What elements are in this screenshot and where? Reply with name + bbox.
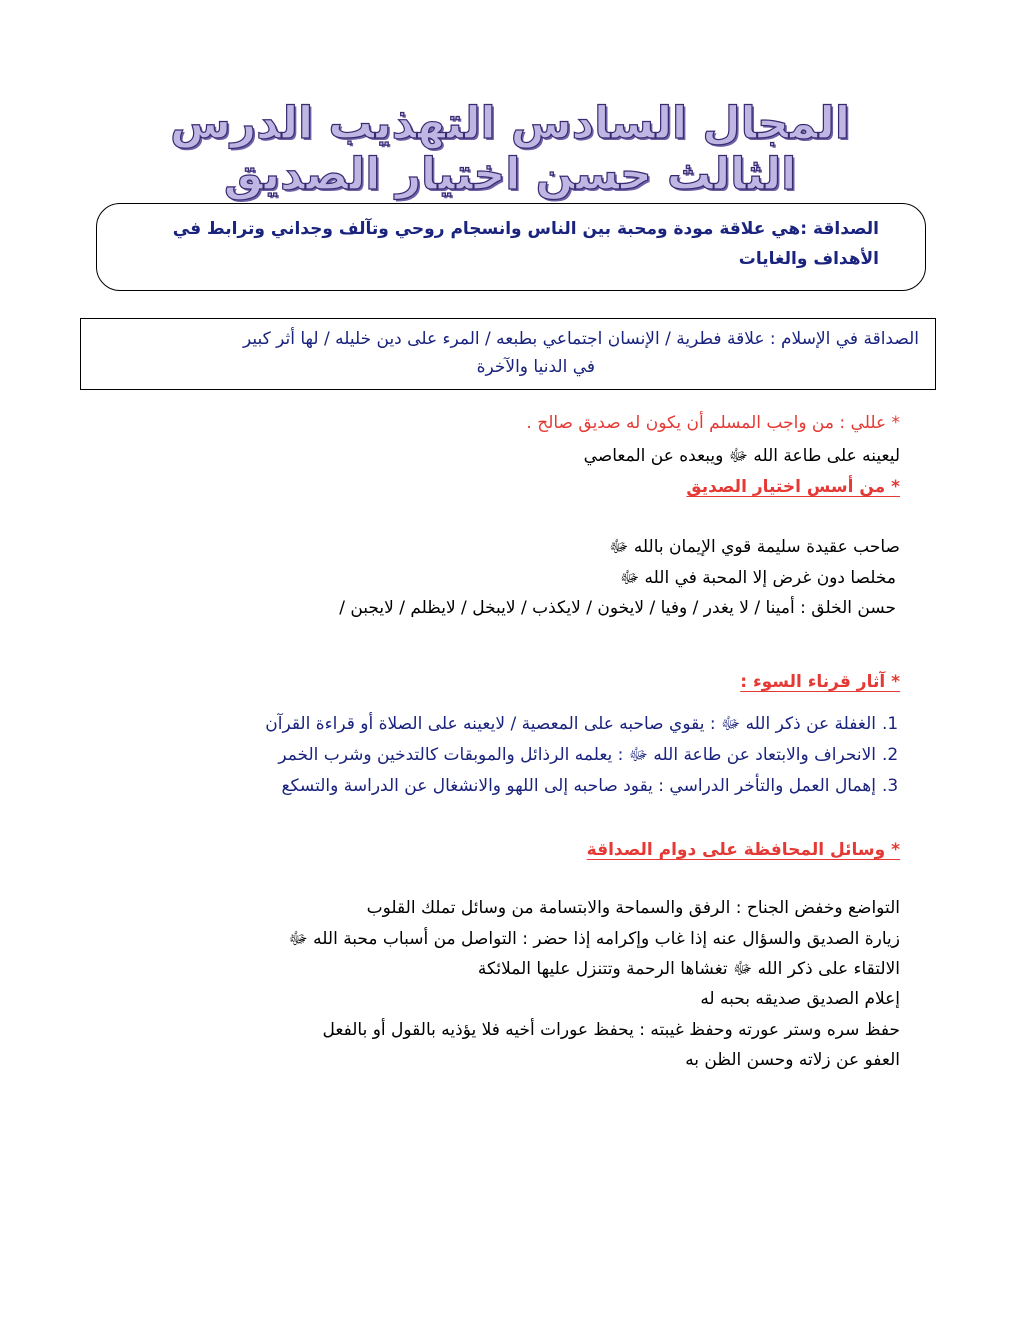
definition-line-1: الصداقة :هي علاقة مودة ومحبة بين الناس وانسجام روحي وتآلف وجداني وترابط في	[172, 219, 879, 239]
effects-item-text: إهمال العمل والتأخر الدراسي : يقود صاحبه إلى اللهو والانشغال عن الدراسة والتسكع	[281, 776, 876, 796]
effects-item-number: 3.	[882, 776, 899, 796]
effects-item-text: الغفلة عن ذكر الله ﷻ : يقوي صاحبه على المعصية / لايعينه على الصلاة أو قراءة القرآن	[265, 714, 876, 734]
reason-answer: ليعينه على طاعة الله ﷻ ويبعده عن المعاصي	[583, 446, 900, 466]
bases-item: صاحب عقيدة سليمة قوي الإيمان بالله ﷻ	[609, 537, 900, 557]
bases-heading: * من أسس اختيار الصديق	[686, 477, 900, 497]
bases-item: حسن الخلق : أمينا / لا يغدر / وفيا / لايخون / لايكذب / لايبخل / لايظلم / لايجبن /	[339, 598, 896, 618]
page-title: المجال السادس التهذيب الدرس الثالث حسن اختيار الصديق	[170, 98, 850, 200]
effects-heading: * آثار قرناء السوء :	[740, 672, 900, 692]
effects-item-number: 1.	[882, 714, 899, 734]
means-item: العفو عن زلاته وحسن الظن به	[685, 1050, 900, 1070]
means-item: الالتقاء على ذكر الله ﷻ تغشاها الرحمة وتتنزل عليها الملائكة	[477, 959, 900, 979]
islam-box-line-1: الصداقة في الإسلام : علاقة فطرية / الإنسان اجتماعي بطبعه / المرء على دين خليله / لها أثر كبير	[242, 329, 919, 349]
islam-box-line-2: في الدنيا والآخرة	[476, 357, 595, 377]
effects-item-text: الانحراف والابتعاد عن طاعة الله ﷻ : يعلمه الرذائل والموبقات كالتدخين وشرب الخمر	[278, 745, 876, 765]
definition-box	[96, 203, 926, 291]
islam-friendship-box	[80, 318, 936, 390]
effects-item-number: 2.	[882, 745, 899, 765]
means-item: زيارة الصديق والسؤال عنه إذا غاب وإكرامه إذا حضر : التواصل من أسباب محبة الله ﷻ	[288, 929, 900, 949]
definition-line-2: الأهداف والغايات	[738, 249, 879, 269]
effects-item	[120, 711, 900, 737]
means-item: التواضع وخفض الجناح : الرفق والسماحة والابتسامة من وسائل تملك القلوب	[366, 898, 900, 918]
effects-item	[120, 742, 900, 768]
means-item: إعلام الصديق صديقه بحبه له	[700, 989, 900, 1009]
bases-item: مخلصا دون غرض إلا المحبة في الله ﷻ	[619, 568, 896, 588]
reason-question: * عللي : من واجب المسلم أن يكون له صديق صالح .	[526, 413, 900, 433]
effects-item	[120, 773, 900, 799]
means-item: حفظ سره وستر عورته وحفظ غيبته : يحفظ عورات أخيه فلا يؤذيه بالقول أو بالفعل	[322, 1020, 900, 1040]
means-heading: * وسائل المحافظة على دوام الصداقة	[586, 840, 900, 860]
